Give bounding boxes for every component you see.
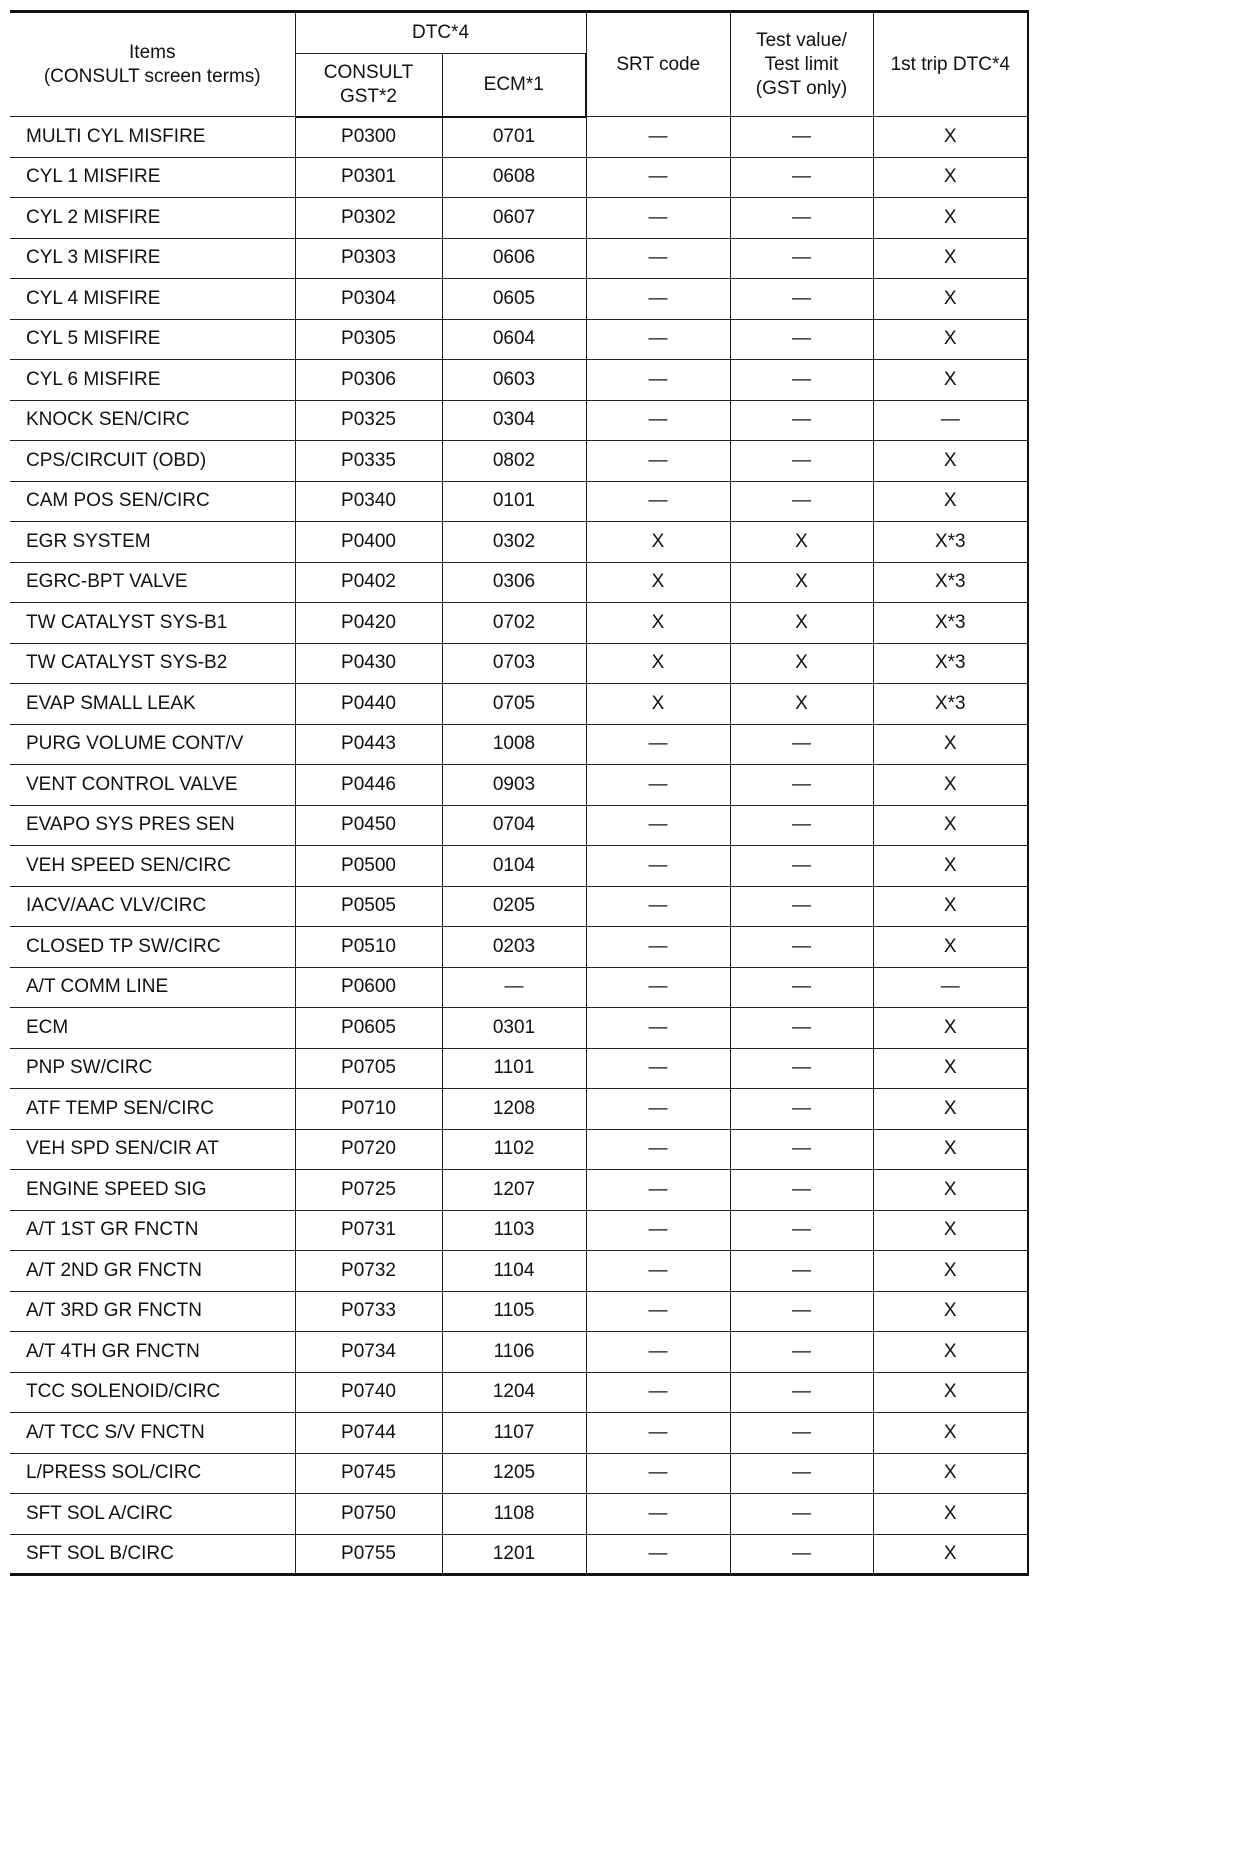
test-value-cell: — [730,1372,873,1413]
item-cell: KNOCK SEN/CIRC [10,400,295,441]
ecm-cell: 1108 [442,1494,586,1535]
test-value-cell: — [730,1129,873,1170]
first-trip-dtc-cell: X [873,765,1028,806]
ecm-cell: 0704 [442,805,586,846]
ecm-cell: 1205 [442,1453,586,1494]
table-row [10,481,1028,522]
ecm-cell: 0301 [442,1008,586,1049]
ecm-cell: 1105 [442,1291,586,1332]
test-value-cell: — [730,1453,873,1494]
test-value-cell: — [730,1534,873,1575]
consult-gst-cell: P0734 [295,1332,442,1373]
test-value-cell: X [730,603,873,644]
first-trip-dtc-cell: X [873,724,1028,765]
ecm-cell: 0203 [442,927,586,968]
first-trip-dtc-cell: X [873,1008,1028,1049]
ecm-cell: 1201 [442,1534,586,1575]
header-1st-trip-dtc: 1st trip DTC*4 [873,12,1028,117]
test-value-cell: — [730,157,873,198]
item-cell: CYL 6 MISFIRE [10,360,295,401]
srt-code-cell: — [586,724,730,765]
test-value-cell: — [730,481,873,522]
item-cell: CYL 2 MISFIRE [10,198,295,239]
first-trip-dtc-cell: X [873,117,1028,158]
item-cell: CYL 3 MISFIRE [10,238,295,279]
first-trip-dtc-cell: X [873,481,1028,522]
test-value-cell: — [730,927,873,968]
test-value-cell: — [730,1291,873,1332]
table-row [10,1534,1028,1575]
consult-gst-cell: P0750 [295,1494,442,1535]
table-row [10,684,1028,725]
ecm-cell: 1008 [442,724,586,765]
dtc-table [10,10,1029,1576]
table-row [10,1413,1028,1454]
test-value-cell: — [730,1210,873,1251]
item-cell: A/T 3RD GR FNCTN [10,1291,295,1332]
table-row [10,1048,1028,1089]
first-trip-dtc-cell: X [873,1494,1028,1535]
test-value-cell: X [730,643,873,684]
item-cell: EGRC-BPT VALVE [10,562,295,603]
srt-code-cell: X [586,603,730,644]
item-cell: VEH SPEED SEN/CIRC [10,846,295,887]
first-trip-dtc-cell: X [873,279,1028,320]
consult-gst-cell: P0300 [295,117,442,158]
srt-code-cell: X [586,684,730,725]
first-trip-dtc-cell: X*3 [873,522,1028,563]
consult-gst-cell: P0745 [295,1453,442,1494]
test-value-cell: — [730,967,873,1008]
table-row [10,927,1028,968]
srt-code-cell: — [586,967,730,1008]
item-cell: TW CATALYST SYS-B1 [10,603,295,644]
item-cell: L/PRESS SOL/CIRC [10,1453,295,1494]
ecm-cell: 0605 [442,279,586,320]
srt-code-cell: X [586,522,730,563]
test-value-cell: — [730,1089,873,1130]
test-value-cell: — [730,117,873,158]
ecm-cell: 1207 [442,1170,586,1211]
consult-gst-cell: P0505 [295,886,442,927]
consult-gst-cell: P0325 [295,400,442,441]
srt-code-cell: — [586,319,730,360]
first-trip-dtc-cell: X [873,1291,1028,1332]
srt-code-cell: — [586,1210,730,1251]
srt-code-cell: — [586,117,730,158]
item-cell: TW CATALYST SYS-B2 [10,643,295,684]
test-value-cell: — [730,198,873,239]
test-value-cell: — [730,1251,873,1292]
srt-code-cell: — [586,1332,730,1373]
item-cell: A/T 4TH GR FNCTN [10,1332,295,1373]
consult-gst-cell: P0731 [295,1210,442,1251]
srt-code-cell: — [586,157,730,198]
header-test-value: Test value/ Test limit (GST only) [730,12,873,117]
test-value-cell: X [730,562,873,603]
table-row [10,846,1028,887]
ecm-cell: 0608 [442,157,586,198]
srt-code-cell: — [586,1453,730,1494]
item-cell: VENT CONTROL VALVE [10,765,295,806]
ecm-cell: 0104 [442,846,586,887]
consult-gst-cell: P0600 [295,967,442,1008]
header-dtc: DTC*4 [295,12,586,54]
table-row [10,117,1028,158]
srt-code-cell: — [586,1048,730,1089]
first-trip-dtc-cell: — [873,400,1028,441]
item-cell: CAM POS SEN/CIRC [10,481,295,522]
item-cell: A/T 1ST GR FNCTN [10,1210,295,1251]
ecm-cell: 0304 [442,400,586,441]
test-value-cell: — [730,805,873,846]
srt-code-cell: — [586,886,730,927]
ecm-cell: 0302 [442,522,586,563]
table-row [10,967,1028,1008]
table-row [10,1129,1028,1170]
item-cell: EVAP SMALL LEAK [10,684,295,725]
table-row [10,1291,1028,1332]
test-value-cell: — [730,1048,873,1089]
srt-code-cell: — [586,1251,730,1292]
consult-gst-cell: P0306 [295,360,442,401]
consult-gst-cell: P0440 [295,684,442,725]
consult-gst-cell: P0725 [295,1170,442,1211]
item-cell: VEH SPD SEN/CIR AT [10,1129,295,1170]
ecm-cell: 0701 [442,117,586,158]
consult-gst-cell: P0744 [295,1413,442,1454]
item-cell: ENGINE SPEED SIG [10,1170,295,1211]
first-trip-dtc-cell: X [873,1372,1028,1413]
test-value-cell: — [730,846,873,887]
consult-gst-cell: P0605 [295,1008,442,1049]
table-row [10,198,1028,239]
item-cell: PURG VOLUME CONT/V [10,724,295,765]
consult-gst-cell: P0302 [295,198,442,239]
table-row [10,1170,1028,1211]
item-cell: A/T TCC S/V FNCTN [10,1413,295,1454]
item-cell: CLOSED TP SW/CIRC [10,927,295,968]
srt-code-cell: — [586,481,730,522]
ecm-cell: 0702 [442,603,586,644]
ecm-cell: 0603 [442,360,586,401]
test-value-cell: — [730,886,873,927]
item-cell: PNP SW/CIRC [10,1048,295,1089]
first-trip-dtc-cell: X*3 [873,562,1028,603]
consult-gst-cell: P0443 [295,724,442,765]
srt-code-cell: — [586,279,730,320]
item-cell: CYL 5 MISFIRE [10,319,295,360]
table-row [10,1008,1028,1049]
test-value-cell: — [730,441,873,482]
ecm-cell: 1204 [442,1372,586,1413]
consult-gst-cell: P0305 [295,319,442,360]
table-row [10,279,1028,320]
consult-gst-cell: P0710 [295,1089,442,1130]
item-cell: MULTI CYL MISFIRE [10,117,295,158]
first-trip-dtc-cell: X [873,1413,1028,1454]
header-items: Items (CONSULT screen terms) [10,12,295,117]
first-trip-dtc-cell: X*3 [873,684,1028,725]
consult-gst-cell: P0400 [295,522,442,563]
table-row [10,643,1028,684]
table-row [10,238,1028,279]
first-trip-dtc-cell: X*3 [873,643,1028,684]
srt-code-cell: — [586,765,730,806]
srt-code-cell: X [586,562,730,603]
consult-gst-cell: P0450 [295,805,442,846]
srt-code-cell: — [586,1372,730,1413]
srt-code-cell: — [586,400,730,441]
consult-gst-cell: P0500 [295,846,442,887]
ecm-cell: 0802 [442,441,586,482]
table-row [10,886,1028,927]
consult-gst-cell: P0733 [295,1291,442,1332]
test-value-cell: — [730,765,873,806]
ecm-cell: 0903 [442,765,586,806]
table-row [10,1332,1028,1373]
first-trip-dtc-cell: X [873,1534,1028,1575]
table-row [10,157,1028,198]
first-trip-dtc-cell: X [873,805,1028,846]
test-value-cell: — [730,1332,873,1373]
srt-code-cell: — [586,1170,730,1211]
item-cell: TCC SOLENOID/CIRC [10,1372,295,1413]
ecm-cell: 0205 [442,886,586,927]
srt-code-cell: — [586,198,730,239]
first-trip-dtc-cell: X [873,198,1028,239]
item-cell: EGR SYSTEM [10,522,295,563]
header-ecm: ECM*1 [442,54,586,117]
header-consult-gst: CONSULT GST*2 [295,54,442,117]
ecm-cell: 0705 [442,684,586,725]
table-row [10,360,1028,401]
item-cell: EVAPO SYS PRES SEN [10,805,295,846]
consult-gst-cell: P0402 [295,562,442,603]
item-cell: IACV/AAC VLV/CIRC [10,886,295,927]
first-trip-dtc-cell: X [873,1453,1028,1494]
test-value-cell: X [730,684,873,725]
first-trip-dtc-cell: X [873,846,1028,887]
test-value-cell: — [730,724,873,765]
srt-code-cell: — [586,1008,730,1049]
first-trip-dtc-cell: X [873,1332,1028,1373]
srt-code-cell: — [586,360,730,401]
srt-code-cell: — [586,927,730,968]
first-trip-dtc-cell: X*3 [873,603,1028,644]
item-cell: CYL 4 MISFIRE [10,279,295,320]
srt-code-cell: — [586,805,730,846]
srt-code-cell: — [586,1129,730,1170]
first-trip-dtc-cell: X [873,441,1028,482]
consult-gst-cell: P0303 [295,238,442,279]
table-row [10,1210,1028,1251]
table-row [10,522,1028,563]
consult-gst-cell: P0446 [295,765,442,806]
item-cell: CPS/CIRCUIT (OBD) [10,441,295,482]
ecm-cell: 1208 [442,1089,586,1130]
ecm-cell: 1106 [442,1332,586,1373]
first-trip-dtc-cell: X [873,1210,1028,1251]
test-value-cell: — [730,238,873,279]
srt-code-cell: — [586,1413,730,1454]
consult-gst-cell: P0430 [295,643,442,684]
ecm-cell: 1104 [442,1251,586,1292]
consult-gst-cell: P0335 [295,441,442,482]
consult-gst-cell: P0304 [295,279,442,320]
first-trip-dtc-cell: X [873,1129,1028,1170]
item-cell: SFT SOL A/CIRC [10,1494,295,1535]
consult-gst-cell: P0705 [295,1048,442,1089]
srt-code-cell: — [586,846,730,887]
consult-gst-cell: P0420 [295,603,442,644]
consult-gst-cell: P0732 [295,1251,442,1292]
item-cell: A/T 2ND GR FNCTN [10,1251,295,1292]
table-header [10,12,1028,117]
ecm-cell: 1103 [442,1210,586,1251]
ecm-cell: 0604 [442,319,586,360]
table-row [10,1089,1028,1130]
srt-code-cell: — [586,441,730,482]
table-body [10,117,1028,1575]
test-value-cell: — [730,1170,873,1211]
item-cell: A/T COMM LINE [10,967,295,1008]
first-trip-dtc-cell: X [873,1251,1028,1292]
srt-code-cell: — [586,1534,730,1575]
first-trip-dtc-cell: X [873,238,1028,279]
consult-gst-cell: P0340 [295,481,442,522]
first-trip-dtc-cell: X [873,886,1028,927]
test-value-cell: — [730,319,873,360]
table-row [10,805,1028,846]
test-value-cell: — [730,1008,873,1049]
consult-gst-cell: P0740 [295,1372,442,1413]
item-cell: ATF TEMP SEN/CIRC [10,1089,295,1130]
table-row [10,441,1028,482]
table-row [10,319,1028,360]
srt-code-cell: — [586,1089,730,1130]
test-value-cell: X [730,522,873,563]
ecm-cell: 0606 [442,238,586,279]
table-row [10,400,1028,441]
first-trip-dtc-cell: — [873,967,1028,1008]
first-trip-dtc-cell: X [873,927,1028,968]
table-row [10,765,1028,806]
consult-gst-cell: P0720 [295,1129,442,1170]
first-trip-dtc-cell: X [873,1170,1028,1211]
item-cell: SFT SOL B/CIRC [10,1534,295,1575]
table-row [10,724,1028,765]
srt-code-cell: — [586,238,730,279]
ecm-cell: 1107 [442,1413,586,1454]
table-row [10,1453,1028,1494]
srt-code-cell: — [586,1494,730,1535]
table-row [10,1494,1028,1535]
ecm-cell: 0306 [442,562,586,603]
first-trip-dtc-cell: X [873,1048,1028,1089]
item-cell: ECM [10,1008,295,1049]
first-trip-dtc-cell: X [873,1089,1028,1130]
ecm-cell: 1101 [442,1048,586,1089]
consult-gst-cell: P0755 [295,1534,442,1575]
first-trip-dtc-cell: X [873,157,1028,198]
test-value-cell: — [730,400,873,441]
ecm-cell: 1102 [442,1129,586,1170]
first-trip-dtc-cell: X [873,360,1028,401]
test-value-cell: — [730,1413,873,1454]
ecm-cell: 0607 [442,198,586,239]
srt-code-cell: X [586,643,730,684]
ecm-cell: — [442,967,586,1008]
item-cell: CYL 1 MISFIRE [10,157,295,198]
table-row [10,1372,1028,1413]
consult-gst-cell: P0510 [295,927,442,968]
test-value-cell: — [730,279,873,320]
table-row [10,562,1028,603]
test-value-cell: — [730,1494,873,1535]
srt-code-cell: — [586,1291,730,1332]
consult-gst-cell: P0301 [295,157,442,198]
table-row [10,1251,1028,1292]
test-value-cell: — [730,360,873,401]
ecm-cell: 0101 [442,481,586,522]
ecm-cell: 0703 [442,643,586,684]
table-row [10,603,1028,644]
first-trip-dtc-cell: X [873,319,1028,360]
header-srt-code: SRT code [586,12,730,117]
